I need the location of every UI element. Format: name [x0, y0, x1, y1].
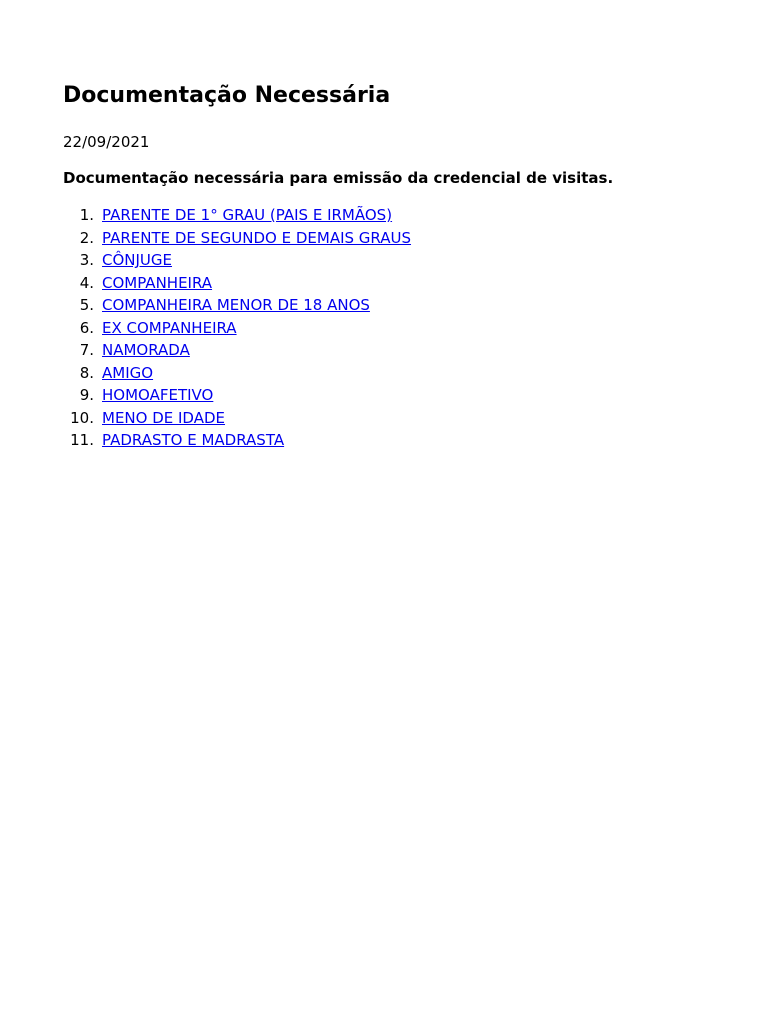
list-item	[63, 339, 743, 362]
list-number: 5.	[79, 296, 94, 314]
list-number: 1.	[79, 206, 94, 224]
list-number: 11.	[70, 431, 94, 449]
list-item	[63, 272, 743, 295]
list-number: 6.	[79, 318, 94, 337]
intro-text: Documentação necessária para emissão da credencial de visitas.	[63, 169, 614, 187]
page-title: Documentação Necessária	[63, 83, 391, 108]
list-number: 10.	[70, 408, 94, 427]
list-item	[63, 429, 743, 452]
list-item	[63, 294, 743, 317]
list-item	[63, 407, 743, 430]
publish-date: 22/09/2021	[63, 133, 150, 151]
document-page	[63, 80, 743, 452]
link-amigo[interactable]: AMIGO	[102, 363, 154, 382]
link-ex-companheira[interactable]: EX COMPANHEIRA	[102, 318, 237, 337]
link-companheira[interactable]: COMPANHEIRA	[102, 273, 213, 292]
list-number: 2.	[79, 228, 94, 247]
documentation-list	[63, 204, 743, 452]
list-item	[63, 317, 743, 340]
link-companheira-menor[interactable]: COMPANHEIRA MENOR DE 18 ANOS	[102, 296, 370, 314]
list-number: 3.	[79, 251, 94, 269]
list-item	[63, 204, 743, 227]
link-menor-de-idade[interactable]: MENO DE IDADE	[102, 408, 226, 427]
link-conjuge[interactable]: CÔNJUGE	[102, 251, 173, 269]
list-number: 7.	[79, 341, 94, 359]
list-item	[63, 362, 743, 385]
list-item	[63, 384, 743, 407]
list-item	[63, 227, 743, 250]
link-padrasto-madrasta[interactable]: PADRASTO E MADRASTA	[102, 431, 285, 449]
list-number: 8.	[79, 363, 94, 382]
list-number: 4.	[79, 273, 94, 292]
link-parente-primeiro-grau[interactable]: PARENTE DE 1° GRAU (PAIS E IRMÃOS)	[102, 206, 393, 224]
link-parente-segundo-grau[interactable]: PARENTE DE SEGUNDO E DEMAIS GRAUS	[102, 228, 412, 247]
list-number: 9.	[79, 386, 94, 404]
list-item	[63, 249, 743, 272]
link-homoafetivo[interactable]: HOMOAFETIVO	[102, 386, 214, 404]
link-namorada[interactable]: NAMORADA	[102, 341, 190, 359]
